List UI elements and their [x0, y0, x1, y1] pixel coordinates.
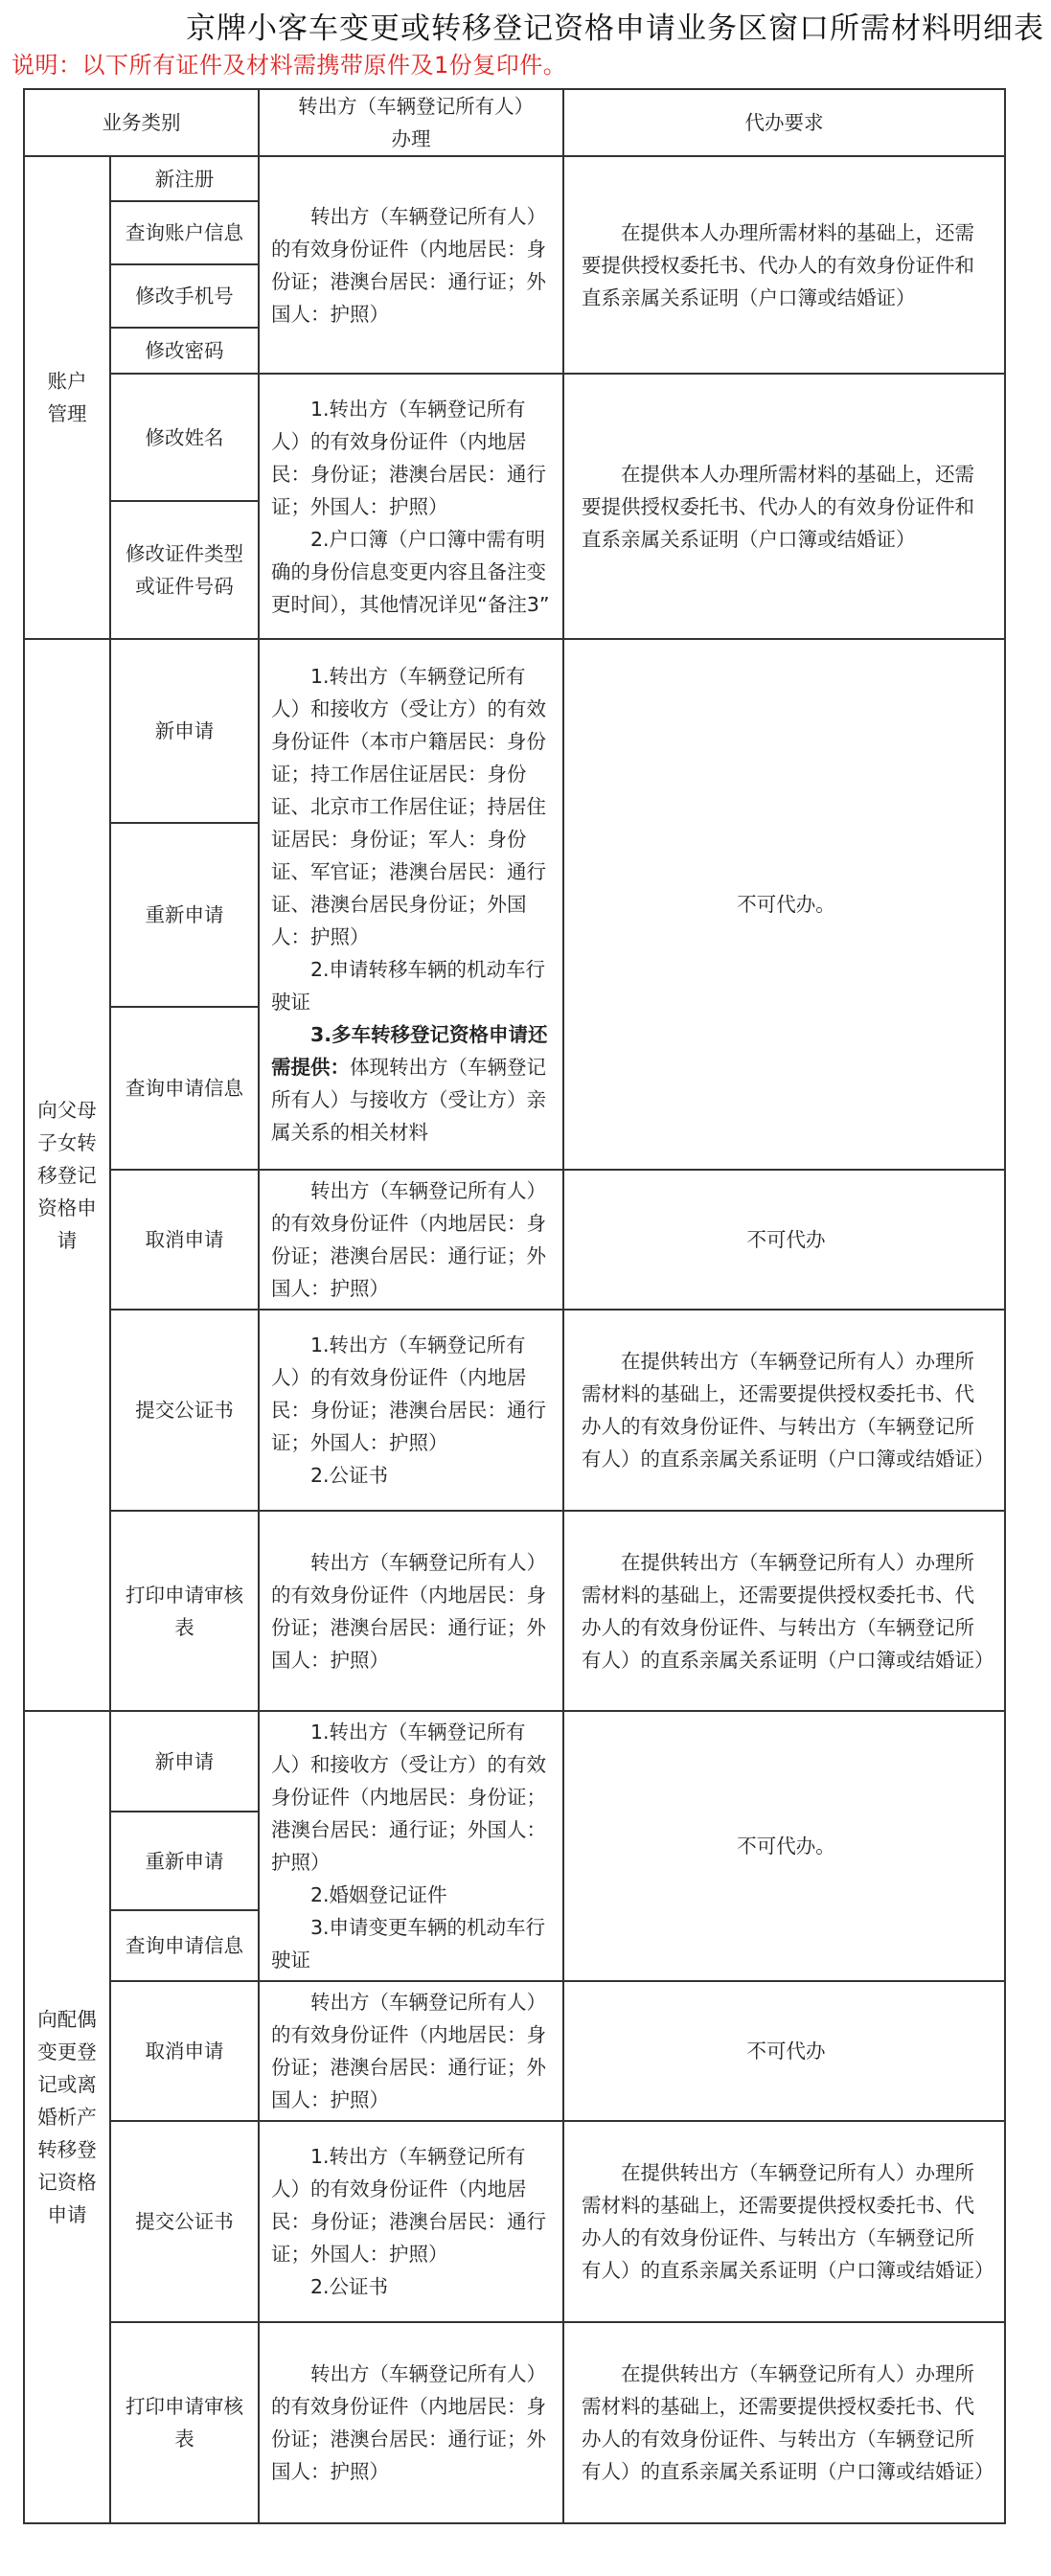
materials-cell: 转出方（车辆登记所有人）的有效身份证件（内地居民：身份证；港澳台居民：通行证；外国人：护照） [259, 1170, 563, 1310]
materials-cell: 转出方（车辆登记所有人）的有效身份证件（内地居民：身份证；港澳台居民：通行证；外国人：护照） [259, 156, 563, 374]
agent-cell: 在提供本人办理所需材料的基础上，还需要提供授权委托书、代办人的有效身份证件和直系亲属关系证明（户口簿或结婚证） [563, 156, 1005, 374]
materials-cell: 1.转出方（车辆登记所有人）的有效身份证件（内地居民：身份证；港澳台居民：通行证；外国人：护照） 2.公证书 [259, 1310, 563, 1511]
agent-cell: 在提供转出方（车辆登记所有人）办理所需材料的基础上，还需要提供授权委托书、代办人的有效身份证件、与转出方（车辆登记所有人）的直系亲属关系证明（户口簿或结婚证） [563, 1511, 1005, 1711]
table-row [24, 2121, 1005, 2322]
category-account: 账户管理 [24, 156, 110, 639]
note-text: 说明：以下所有证件及材料需携带原件及1份复印件。 [11, 52, 567, 79]
item-label: 查询申请信息 [110, 1007, 259, 1170]
header-agent: 代办要求 [563, 89, 1005, 156]
table-row [24, 1711, 1005, 1812]
item-label: 打印申请审核表 [110, 1511, 259, 1711]
agent-cell: 不可代办 [563, 1981, 1005, 2121]
item-label: 新注册 [110, 156, 259, 201]
item-label: 新申请 [110, 1711, 259, 1812]
materials-cell: 1.转出方（车辆登记所有人）和接收方（受让方）的有效身份证件（内地居民：身份证；港澳台居民：通行证；外国人：护照） 2.婚姻登记证件 3.申请变更车辆的机动车行驶证 [259, 1711, 563, 1981]
table-row [24, 639, 1005, 823]
header-materials: 转出方（车辆登记所有人）办理 [259, 89, 563, 156]
materials-cell: 1.转出方（车辆登记所有人）的有效身份证件（内地居民：身份证；港澳台居民：通行证；外国人：护照） 2.公证书 [259, 2121, 563, 2322]
item-label: 新申请 [110, 639, 259, 823]
item-label: 修改证件类型或证件号码 [110, 501, 259, 639]
page-title: 京牌小客车变更或转移登记资格申请业务区窗口所需材料明细表 [186, 11, 1044, 46]
materials-cell: 转出方（车辆登记所有人）的有效身份证件（内地居民：身份证；港澳台居民：通行证；外国人：护照） [259, 2322, 563, 2523]
item-label: 查询账户信息 [110, 201, 259, 264]
table-row [24, 1170, 1005, 1310]
category-parent: 向父母子女转移登记资格申请 [24, 639, 110, 1711]
agent-cell: 在提供转出方（车辆登记所有人）办理所需材料的基础上，还需要提供授权委托书、代办人的有效身份证件、与转出方（车辆登记所有人）的直系亲属关系证明（户口簿或结婚证） [563, 2322, 1005, 2523]
table-header-row [24, 89, 1005, 156]
materials-cell: 1.转出方（车辆登记所有人）和接收方（受让方）的有效身份证件（本市户籍居民：身份证；持工作居住证居民：身份证、北京市工作居住证；持居住证居民：身份证；军人：身份证、军官证；港澳台居民：通行证、港澳台居民身份证；外国人：护照） 2.申请转移车辆的机动车行驶证 3.多车转移登记资格申请还需提供：体现转出方（车辆登记所有人）与接收方（受让方）亲属关系的相关材料 [259, 639, 563, 1170]
table-row [24, 374, 1005, 501]
header-category: 业务类别 [24, 89, 259, 156]
item-label: 取消申请 [110, 1170, 259, 1310]
table-row [24, 2322, 1005, 2523]
agent-cell: 不可代办 [563, 1170, 1005, 1310]
item-label: 取消申请 [110, 1981, 259, 2121]
agent-cell: 不可代办。 [563, 639, 1005, 1170]
materials-cell: 转出方（车辆登记所有人）的有效身份证件（内地居民：身份证；港澳台居民：通行证；外国人：护照） [259, 1981, 563, 2121]
materials-cell: 1.转出方（车辆登记所有人）的有效身份证件（内地居民：身份证；港澳台居民：通行证；外国人：护照） 2.户口簿（户口簿中需有明确的身份信息变更内容且备注变更时间），其他情况详见“备注3” [259, 374, 563, 639]
agent-cell: 在提供本人办理所需材料的基础上，还需要提供授权委托书、代办人的有效身份证件和直系亲属关系证明（户口簿或结婚证） [563, 374, 1005, 639]
item-label: 修改密码 [110, 328, 259, 374]
item-label: 提交公证书 [110, 2121, 259, 2322]
item-label: 修改姓名 [110, 374, 259, 501]
materials-cell: 转出方（车辆登记所有人）的有效身份证件（内地居民：身份证；港澳台居民：通行证；外国人：护照） [259, 1511, 563, 1711]
item-label: 提交公证书 [110, 1310, 259, 1511]
item-label: 查询申请信息 [110, 1910, 259, 1981]
item-label: 重新申请 [110, 1812, 259, 1910]
table-row [24, 1981, 1005, 2121]
materials-table [23, 88, 1006, 2524]
agent-cell: 在提供转出方（车辆登记所有人）办理所需材料的基础上，还需要提供授权委托书、代办人的有效身份证件、与转出方（车辆登记所有人）的直系亲属关系证明（户口簿或结婚证） [563, 1310, 1005, 1511]
table-row [24, 1511, 1005, 1711]
table-row [24, 1310, 1005, 1511]
item-label: 重新申请 [110, 823, 259, 1007]
table-row [24, 156, 1005, 201]
item-label: 修改手机号 [110, 264, 259, 328]
agent-cell: 在提供转出方（车辆登记所有人）办理所需材料的基础上，还需要提供授权委托书、代办人的有效身份证件、与转出方（车辆登记所有人）的直系亲属关系证明（户口簿或结婚证） [563, 2121, 1005, 2322]
item-label: 打印申请审核表 [110, 2322, 259, 2523]
category-spouse: 向配偶变更登记或离婚析产转移登记资格申请 [24, 1711, 110, 2523]
agent-cell: 不可代办。 [563, 1711, 1005, 1981]
